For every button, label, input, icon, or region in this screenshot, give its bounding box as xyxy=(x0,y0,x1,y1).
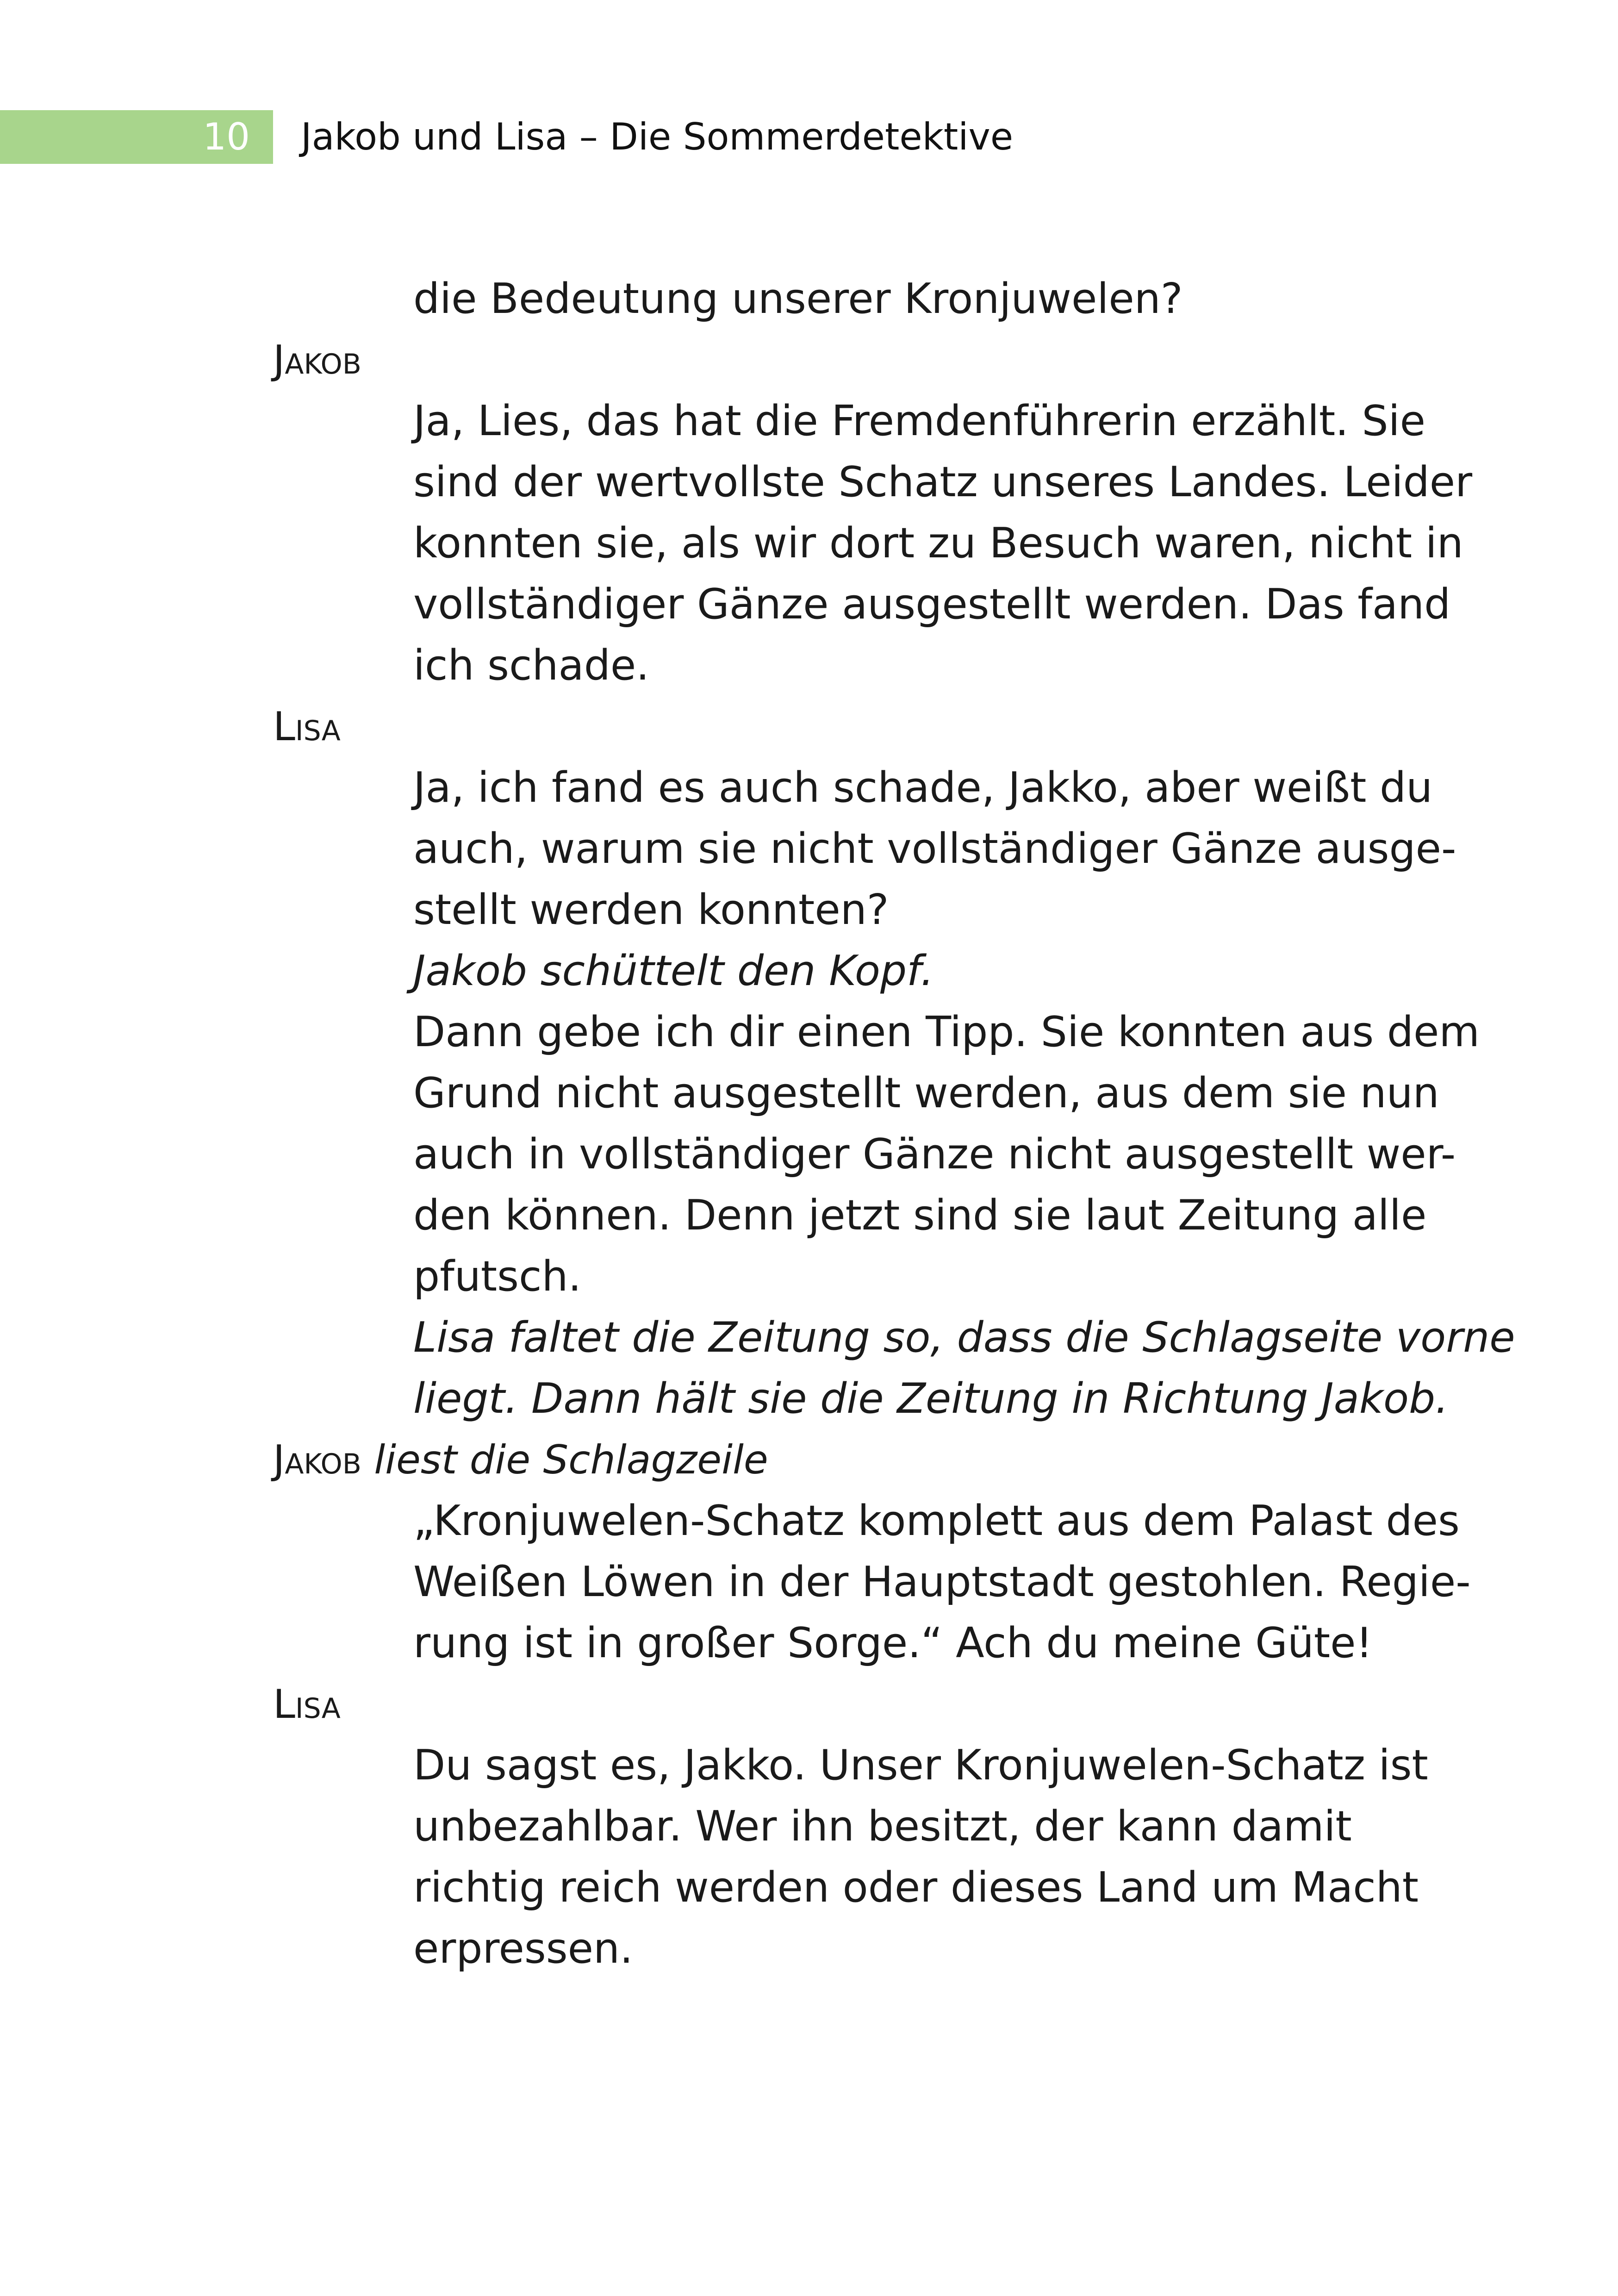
stage-direction: Jakob schüttelt den Kopf. xyxy=(413,947,934,995)
speaker-with-direction xyxy=(273,1429,768,1491)
speech-line: pfutsch. xyxy=(413,1252,582,1301)
speech-line: Grund nicht ausgestellt werden, aus dem sie nun xyxy=(413,1069,1439,1117)
stage-direction: Lisa faltet die Zeitung so, dass die Schlagseite vorne xyxy=(413,1313,1515,1362)
speech-line: stellt werden konnten? xyxy=(413,886,889,934)
speech-line: unbezahlbar. Wer ihn besitzt, der kann damit xyxy=(413,1802,1352,1851)
page-number: 10 xyxy=(203,115,250,158)
speech-line: den können. Denn jetzt sind sie laut Zeitung alle xyxy=(413,1191,1427,1240)
speech-line: sind der wertvollste Schatz unseres Landes. Leider xyxy=(413,458,1473,506)
speech-line: vollständiger Gänze ausgestellt werden. Das fand xyxy=(413,580,1451,629)
speech-line: Du sagst es, Jakko. Unser Kronjuwelen-Schatz ist xyxy=(413,1741,1428,1790)
speech-line: Dann gebe ich dir einen Tipp. Sie konnten aus dem xyxy=(413,1008,1480,1056)
play-script xyxy=(0,268,1618,1979)
speech-line: Weißen Löwen in der Hauptstadt gestohlen. Regie- xyxy=(413,1558,1471,1606)
stage-direction: liegt. Dann hält sie die Zeitung in Richtung Jakob. xyxy=(413,1374,1449,1423)
stage-direction: liest die Schlagzeile xyxy=(374,1437,768,1483)
speech-line: auch in vollständiger Gänze nicht ausgestellt wer- xyxy=(413,1130,1456,1179)
running-title: Jakob und Lisa – Die Sommerdetektive xyxy=(301,115,1014,158)
speech-line: auch, warum sie nicht vollständiger Gänze ausge- xyxy=(413,824,1456,873)
speech-line: erpressen. xyxy=(413,1924,633,1973)
speech-line: Ja, ich fand es auch schade, Jakko, aber weißt du xyxy=(413,763,1433,812)
speaker-name: Lisa xyxy=(273,1681,341,1728)
speaker-name: Jakob xyxy=(273,1437,361,1483)
speech-line: richtig reich werden oder dieses Land um Macht xyxy=(413,1863,1419,1912)
speaker-name: Lisa xyxy=(273,704,341,750)
speech-line: die Bedeutung unserer Kronjuwelen? xyxy=(413,275,1183,323)
speech-line: „Kronjuwelen-Schatz komplett aus dem Palast des xyxy=(413,1497,1460,1545)
speech-line: rung ist in großer Sorge.“ Ach du meine Güte! xyxy=(413,1619,1373,1667)
speech-line: Ja, Lies, das hat die Fremdenführerin erzählt. Sie xyxy=(413,397,1425,445)
speaker-name: Jakob xyxy=(273,337,361,383)
speech-line: ich schade. xyxy=(413,641,649,690)
speech-line: konnten sie, als wir dort zu Besuch waren, nicht in xyxy=(413,519,1463,568)
